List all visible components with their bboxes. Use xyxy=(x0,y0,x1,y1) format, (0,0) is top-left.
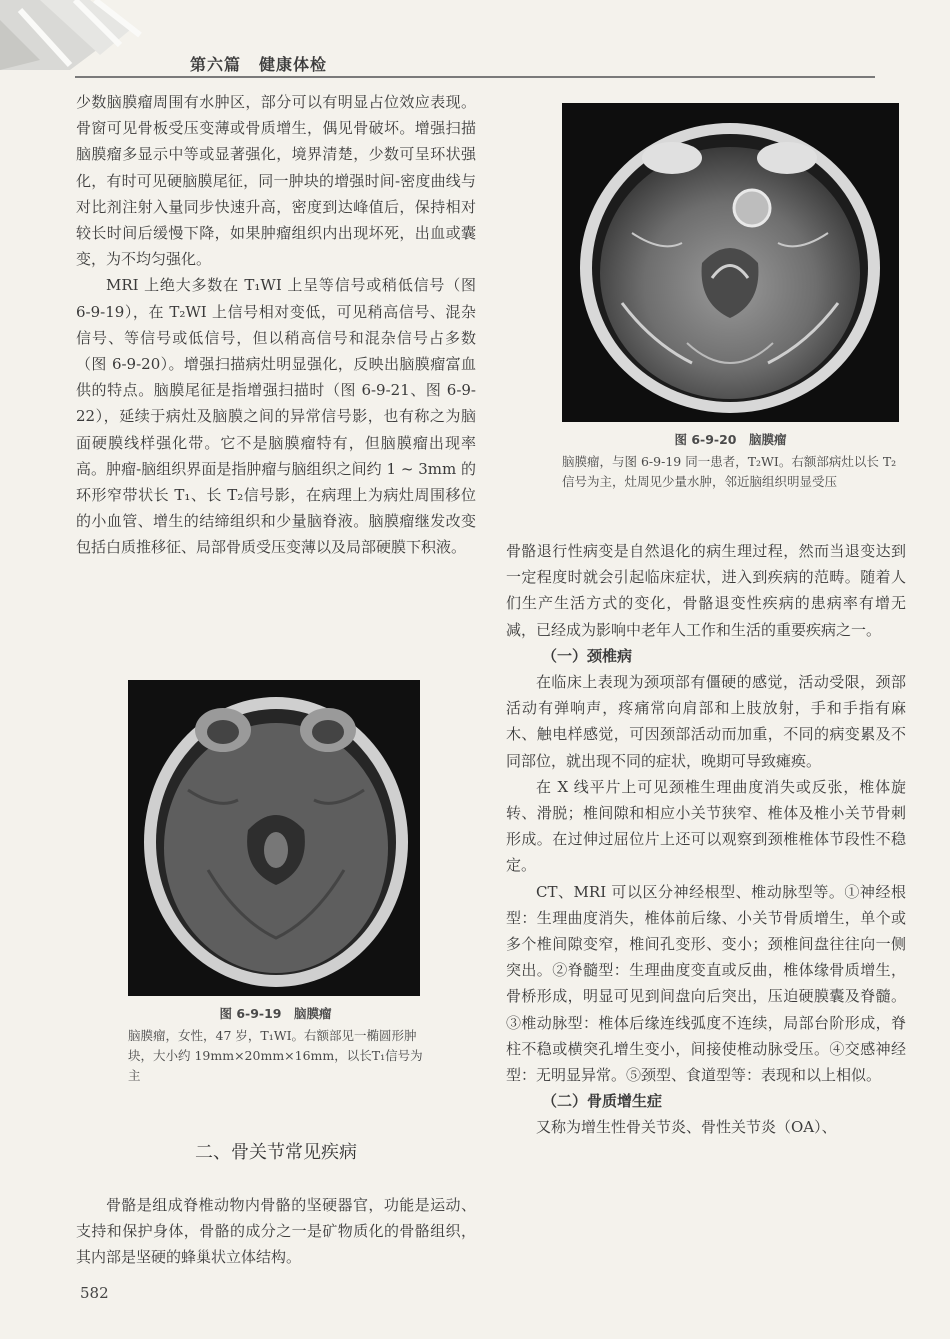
right-column xyxy=(506,538,906,1141)
figure-19-caption xyxy=(128,1004,423,1086)
left-paragraph-1: 少数脑膜瘤周围有水肿区，部分可以有明显占位效应表现。骨窗可见骨板受压变薄或骨质增生，偶见骨破坏。增强扫描脑膜瘤多显示中等或显著强化，境界清楚，少数可呈环状强化，有时可见硬脑膜尾征，同一肿块的增强时间-密度曲线与对比剂注射入量同步快速升高，密度到达峰值后，保持相对较长时间后缓慢下降，如果肿瘤组织内出现坏死，出血或囊变，为不均匀强化。 xyxy=(76,93,476,269)
mri-t1-image xyxy=(128,680,420,996)
figure-20-text: 脑膜瘤，与图 6-9-19 同一患者，T₂WI。右额部病灶以长 T₂信号为主，灶周见少量水肿，邻近脑组织明显受压 xyxy=(562,454,897,489)
subsection-1-title: （一）颈椎病 xyxy=(542,646,633,665)
subsection-2-title: （二）骨质增生症 xyxy=(542,1092,663,1111)
left-column xyxy=(76,89,476,561)
header-part: 第六篇 xyxy=(190,55,242,74)
figure-19-text: 脑膜瘤，女性，47 岁，T₁WI。右额部见一椭圆形肿块，大小约 19mm×20mm×16mm，以长T₁信号为主 xyxy=(128,1028,423,1083)
corner-ornament xyxy=(0,0,190,70)
section-title: 二、骨关节常见疾病 xyxy=(195,1142,357,1163)
figure-20-title: 图 6-9-20 脑膜瘤 xyxy=(674,432,787,447)
right-intro: 骨骼退行性病变是自然退化的病生理过程，然而当退变达到一定程度时就会引起临床症状，进入到疾病的范畴。随着人们生产生活方式的变化，骨骼退变性疾病的患病率有增无减，已经成为影响中老年人工作和生活的重要疾病之一。 xyxy=(506,542,906,639)
figure-19-title: 图 6-9-19 脑膜瘤 xyxy=(219,1006,332,1021)
subsection-1-paragraph-2: 在 X 线平片上可见颈椎生理曲度消失或反张，椎体旋转、滑脱；椎间隙和相应小关节狭窄、椎体及椎小关节骨刺形成。在过伸过屈位片上还可以观察到颈椎椎体节段性不稳定。 xyxy=(506,777,906,875)
section-intro: 骨骼是组成脊椎动物内骨骼的坚硬器官，功能是运动、支持和保护身体，骨骼的成分之一是矿物质化的骨骼组织，其内部是坚硬的蜂巢状立体结构。 xyxy=(76,1196,476,1267)
header-rule xyxy=(75,76,875,78)
figure-20-caption xyxy=(562,430,899,492)
subsection-2-paragraph-1: 又称为增生性骨关节炎、骨性关节炎（OA）、 xyxy=(536,1118,837,1137)
subsection-1-paragraph-1: 在临床上表现为颈项部有僵硬的感觉，活动受限，颈部活动有弹响声，疼痛常向肩部和上肢放射，手和手指有麻木、触电样感觉，可因颈部活动而加重，不同的病变累及不同部位，就出现不同的症状，晚期可导致瘫痪。 xyxy=(506,673,906,770)
subsection-1-paragraph-3: CT、MRI 可以区分神经根型、椎动脉型等。①神经根型：生理曲度消失，椎体前后缘、小关节骨质增生，单个或多个椎间隙变窄，椎间孔变形、变小；颈椎间盘往往向一侧突出。②脊髓型：生理曲度变直或反曲，椎体缘骨质增生，骨桥形成，明显可见到间盘向后突出，压迫硬膜囊及脊髓。③椎动脉型：椎体后缘连线弧度不连续，局部台阶形成，脊柱不稳或横突孔增生变小，间接使椎动脉受压。④交感神经型：无明显异常。⑤颈型、食道型等：表现和以上相似。 xyxy=(506,882,906,1085)
page-number: 582 xyxy=(80,1284,109,1302)
header-title: 健康体检 xyxy=(259,55,328,74)
mri-t2-image xyxy=(562,103,899,422)
running-header xyxy=(190,52,345,75)
left-paragraph-2: MRI 上绝大多数在 T₁WI 上呈等信号或稍低信号（图 6-9-19），在 T₂WI 上信号相对变低，可见稍高信号、混杂信号、等信号或低信号，但以稍高信号和混杂信号占多数（图 6-9-20）。增强扫描病灶明显强化，反映出脑膜瘤富血供的特点。脑膜尾征是指增强扫描时（图 6-9-21、图 6-9-22），延续于病灶及脑膜之间的异常信号影，也有称之为脑面硬膜线样强化带。它不是脑膜瘤特有，但脑膜瘤出现率高。肿瘤-脑组织界面是指肿瘤与脑组织之间约 1 ~ 3mm 的环形窄带状长 T₁、长 T₂信号影，在病理上为病灶周围移位的小血管、增生的结缔组织和少量脑脊液。脑膜瘤继发改变包括白质推移征、局部骨质受压变薄以及局部硬膜下积液。 xyxy=(76,276,476,557)
